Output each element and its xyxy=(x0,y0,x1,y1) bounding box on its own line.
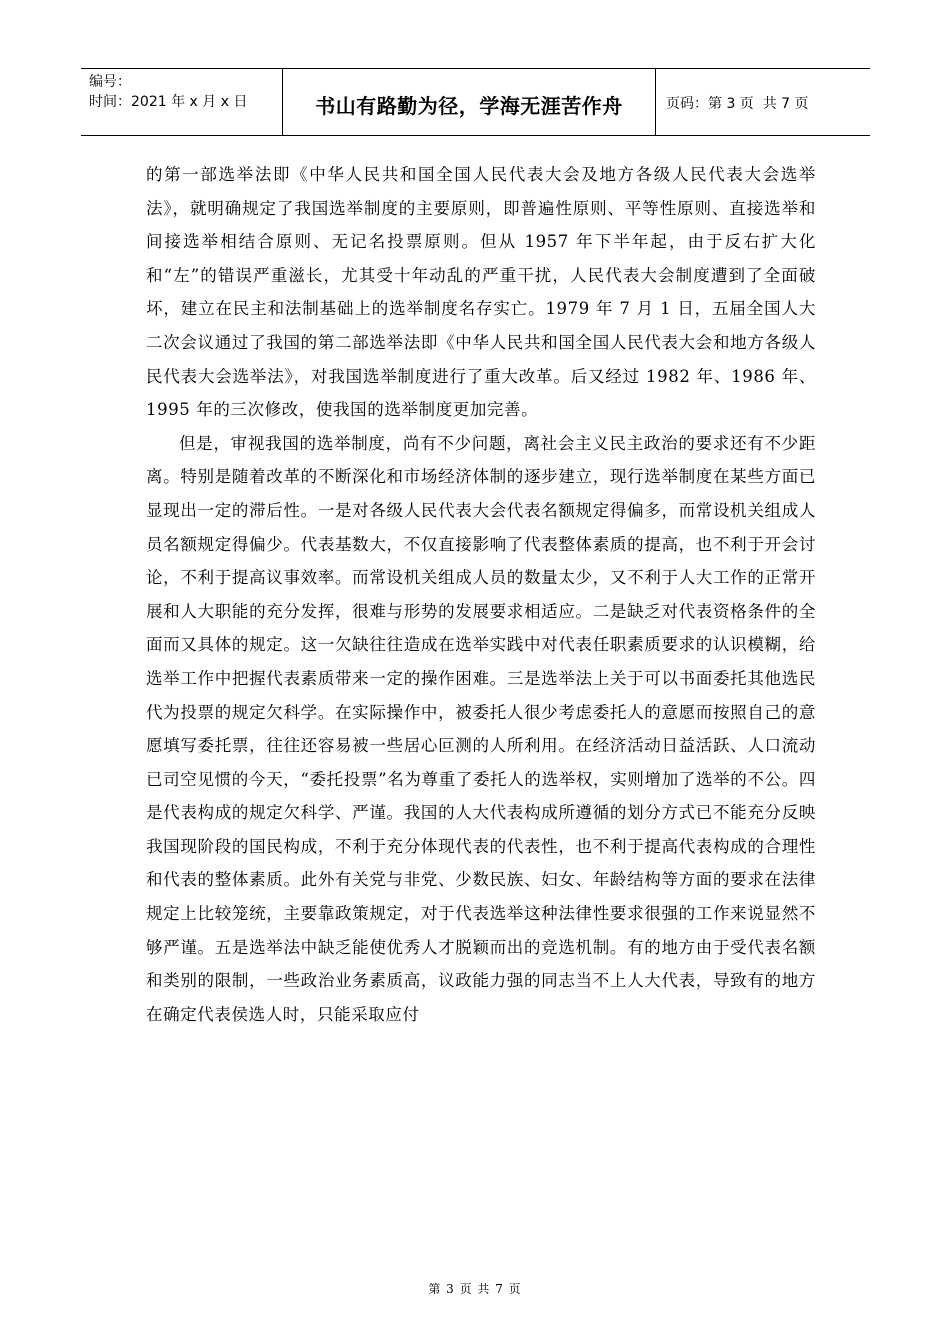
header-meta xyxy=(81,69,283,135)
header-motto: 书山有路勤为径，学海无涯苦作舟 xyxy=(283,69,656,135)
header-page-number: 页码：第 3 页 共 7 页 xyxy=(666,96,809,112)
paragraph-1: 的第一部选举法即《中华人民共和国全国人民代表大会及地方各级人民代表大会选举法》，就明确规定了我国选举制度的主要原则，即普遍性原则、平等性原则、直接选举和间接选举相结合原则、无记名投票原则。但从 1957 年下半年起，由于反右扩大化和“左”的错误严重滋长，尤其受十年动乱的严重干扰，人民代表大会制度遭到了全面破坏，建立在民主和法制基础上的选举制度名存实亡。1979 年 7 月 1 日，五届全国人大二次会议通过了我国的第二部选举法即《中华人民共和国全国人民代表大会和地方各级人民代表大会选举法》，对我国选举制度进行了重大改革。后又经过 1982 年、1986 年、1995 年的三次修改，使我国的选举制度更加完善。 xyxy=(146,165,816,420)
document-body xyxy=(146,158,816,1031)
date-label: 时间：2021 年 x 月 x 日 xyxy=(89,94,248,110)
paragraph-2: 但是，审视我国的选举制度，尚有不少问题，离社会主义民主政治的要求还有不少距离。特别是随着改革的不断深化和市场经济体制的逐步建立，现行选举制度在某些方面已显现出一定的滞后性。一是对各级人民代表大会代表名额规定得偏多，而常设机关组成人员名额规定得偏少。代表基数大，不仅直接影响了代表整体素质的提高，也不利于开会讨论，不利于提高议事效率。而常设机关组成人员的数量太少，又不利于人大工作的正常开展和人大职能的充分发挥，很难与形势的发展要求相适应。二是缺乏对代表资格条件的全面而又具体的规定。这一欠缺往往造成在选举实践中对代表任职素质要求的认识模糊，给选举工作中把握代表素质带来一定的操作困难。三是选举法上关于可以书面委托其他选民代为投票的规定欠科学。在实际操作中，被委托人很少考虑委托人的意愿而按照自己的意愿填写委托票，往往还容易被一些居心叵测的人所利用。在经济活动日益活跃、人口流动已司空见惯的今天，“委托投票”名为尊重了委托人的选举权，实则增加了选举的不公。四是代表构成的规定欠科学、严谨。我国的人大代表构成所遵循的划分方式已不能充分反映我国现阶段的国民构成，不利于充分体现代表的代表性，也不利于提高代表构成的合理性和代表的整体素质。此外有关党与非党、少数民族、妇女、年龄结构等方面的要求在法律规定上比较笼统，主要靠政策规定，对于代表选举这种法律性要求很强的工作来说显然不够严谨。五是选举法中缺乏能使优秀人才脱颖而出的竞选机制。有的地方由于受代表名额和类别的限制，一些政治业务素质高，议政能力强的同志当不上人大代表，导致有的地方在确定代表侯选人时，只能采取应付 xyxy=(146,433,816,1024)
page-footer: 第 3 页 共 7 页 xyxy=(428,1282,522,1296)
page-header xyxy=(81,68,870,136)
number-label: 编号： xyxy=(89,74,131,90)
